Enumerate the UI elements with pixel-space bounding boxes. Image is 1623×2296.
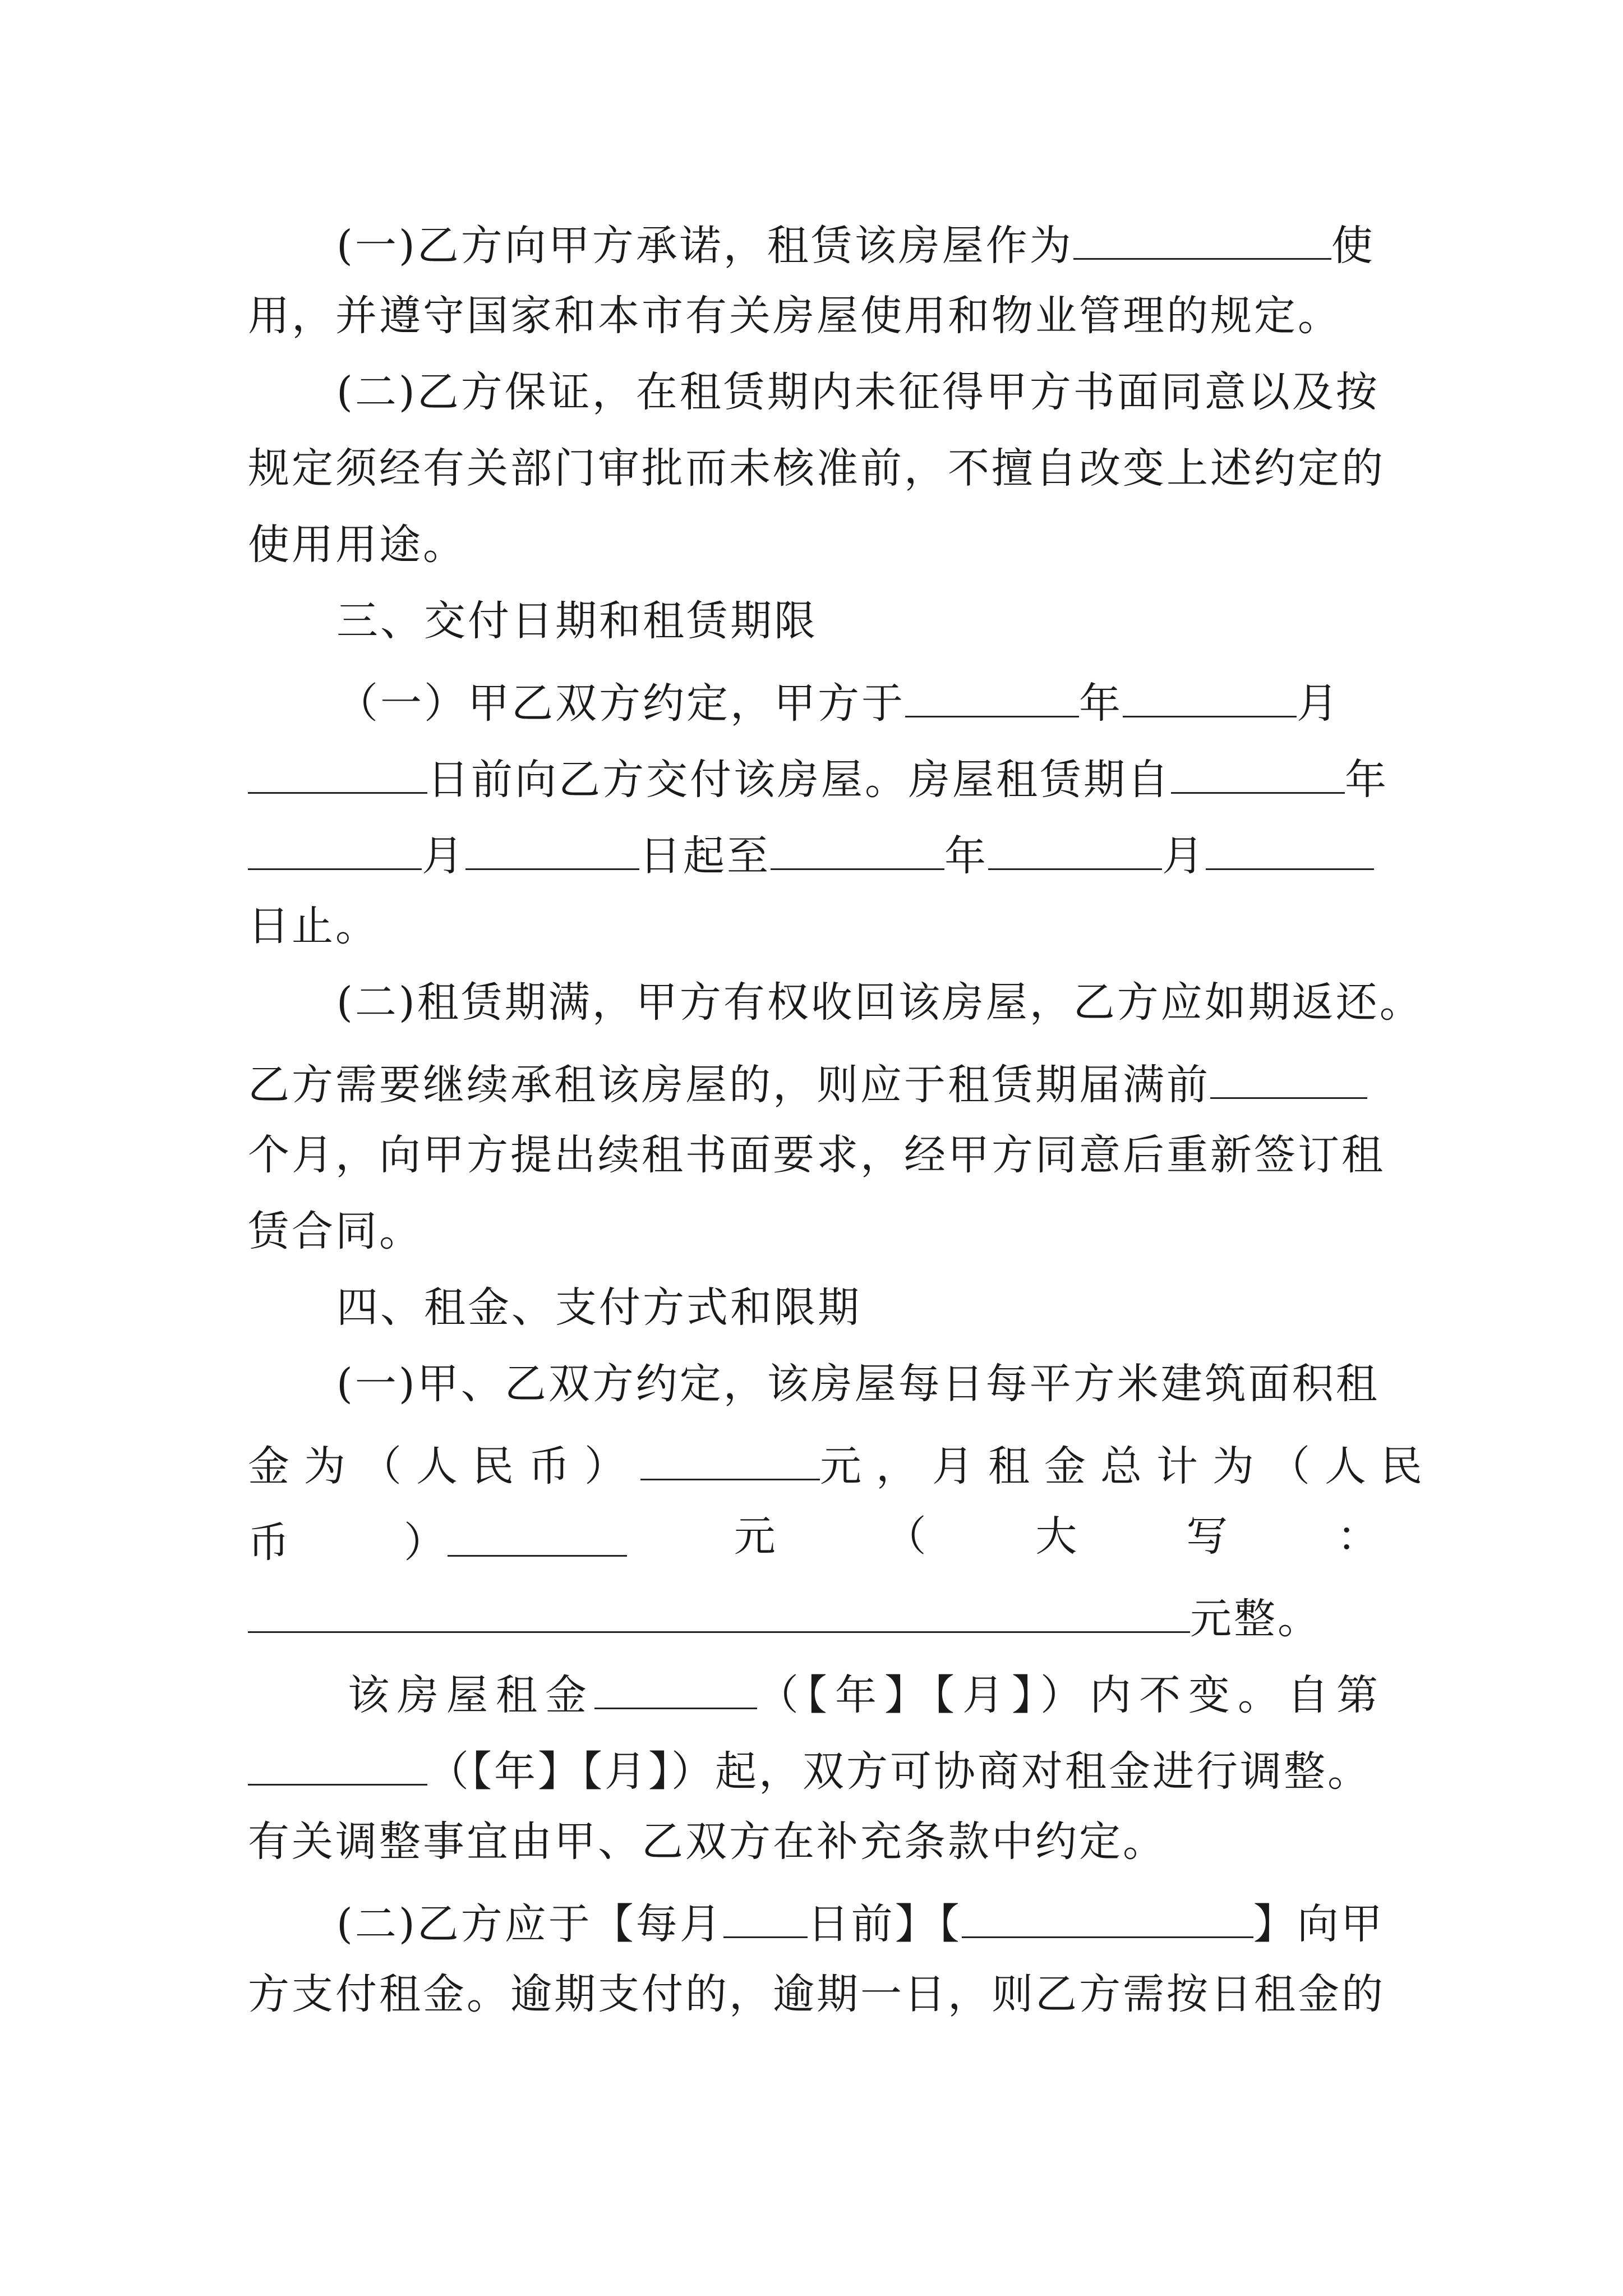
text-line: [248, 1970, 1385, 2018]
year-blank[interactable]: [771, 829, 944, 870]
clause-text: （: [884, 1512, 929, 1561]
clause-text: 年: [1345, 756, 1389, 804]
text-line: [336, 677, 1381, 728]
period-blank[interactable]: [594, 1668, 757, 1709]
clause-text: 日前】【: [807, 1900, 962, 1948]
year-blank[interactable]: [905, 677, 1079, 717]
clause-text: （【年】【月】）内不变。自第: [757, 1671, 1386, 1719]
clause-text: 日前向乙方交付该房屋。房屋租赁期自: [427, 756, 1171, 804]
text-line: [248, 1592, 1381, 1643]
months-blank[interactable]: [1210, 1058, 1367, 1099]
heading-text: 三、交付日期和租赁期限: [336, 597, 818, 645]
heading-text: 四、租金、支付方式和限期: [336, 1283, 861, 1332]
clause-text: 方支付租金。逾期支付的，逾期一日，则乙方需按日租金的: [248, 1970, 1385, 2018]
clause-text: 年: [944, 832, 988, 880]
clause-text: 规定须经有关部门审批而未核准前，不擅自改变上述约定的: [248, 444, 1385, 493]
clause-text: 日止。: [248, 902, 379, 950]
clause-text: ：: [1336, 1512, 1381, 1561]
clause-text: 乙方需要继续承租该房屋的，则应于租赁期届满前: [248, 1061, 1210, 1109]
month-blank[interactable]: [1123, 677, 1297, 717]
text-line: [348, 1668, 1386, 1719]
text-line: [248, 902, 1381, 950]
year-blank[interactable]: [1171, 753, 1345, 794]
text-line: [248, 1818, 1381, 1866]
clause-text: 月: [1162, 832, 1206, 880]
clause-text: 有关调整事宜由甲、乙双方在补充条款中约定。: [248, 1818, 1166, 1866]
period-blank[interactable]: [248, 1745, 427, 1786]
clause-text: (二)乙方应于【每月: [336, 1900, 723, 1948]
clause-text: 使: [1331, 222, 1375, 270]
clause-text: 月: [422, 832, 465, 880]
clause-text: 元，月租金总计为（人民: [820, 1442, 1437, 1490]
clause-text: 】向甲: [1253, 1900, 1385, 1948]
clause-text: ）: [404, 1519, 448, 1567]
text-line: [248, 753, 1389, 804]
text-line: [248, 1058, 1381, 1109]
clause-text: 币: [248, 1519, 292, 1567]
text-line: [336, 219, 1381, 270]
text-line: [248, 1207, 1381, 1255]
clause-text: 日起至: [639, 832, 771, 880]
pay-terms-blank[interactable]: [962, 1897, 1253, 1938]
clause-text: 该房屋租金: [348, 1671, 594, 1719]
clause-text: 月: [1297, 679, 1340, 728]
clause-text: 元整。: [1190, 1595, 1321, 1643]
monthly-rent-blank[interactable]: [448, 1516, 627, 1557]
day-blank[interactable]: [248, 753, 427, 794]
month-blank[interactable]: [248, 829, 422, 870]
text-line: [248, 1512, 1381, 1567]
clause-text: （一）甲乙双方约定，甲方于: [336, 679, 905, 728]
text-line: [248, 1439, 1437, 1490]
clause-text: （【年】【月】）起，双方可协商对租金进行调整。: [427, 1747, 1371, 1796]
clause-text: (一)甲、乙双方约定，该房屋每日每平方米建筑面积租: [336, 1360, 1380, 1408]
daily-rent-blank[interactable]: [640, 1439, 820, 1480]
text-line: [336, 978, 1423, 1027]
section-heading: [336, 597, 1381, 645]
text-line: [248, 444, 1385, 493]
clause-text: 年: [1079, 679, 1123, 728]
clause-text: 写: [1186, 1512, 1230, 1561]
pay-day-blank[interactable]: [723, 1897, 808, 1938]
text-line: [336, 1897, 1385, 1948]
clause-text: (二)乙方保证，在租赁期内未征得甲方书面同意以及按: [336, 368, 1380, 416]
text-line: [248, 521, 1381, 569]
day-blank[interactable]: [1206, 829, 1374, 870]
day-blank[interactable]: [465, 829, 639, 870]
clause-text: (一)乙方向甲方承诺，租赁该房屋作为: [336, 222, 1073, 270]
text-line: [248, 829, 1381, 880]
fill-blank[interactable]: [1073, 219, 1331, 260]
text-line: [248, 1131, 1385, 1179]
clause-text: 元: [734, 1512, 778, 1561]
clause-text: 赁合同。: [248, 1207, 423, 1255]
month-blank[interactable]: [988, 829, 1162, 870]
text-line: [248, 292, 1381, 340]
rent-in-words-blank[interactable]: [248, 1592, 1190, 1633]
section-heading: [336, 1283, 1381, 1332]
clause-text: (二)租赁期满，甲方有权收回该房屋，乙方应如期返还。: [336, 978, 1423, 1027]
clause-text: 个月，向甲方提出续租书面要求，经甲方同意后重新签订租: [248, 1131, 1385, 1179]
clause-text: 大: [1035, 1512, 1080, 1561]
text-line: [248, 1745, 1381, 1796]
clause-text: 使用用途。: [248, 521, 467, 569]
text-line: [336, 1360, 1381, 1408]
text-line: [336, 368, 1381, 416]
clause-text: 用，并遵守国家和本市有关房屋使用和物业管理的规定。: [248, 292, 1341, 340]
clause-text: 金为（人民币）: [248, 1442, 640, 1490]
clause-text: [248, 1516, 627, 1567]
